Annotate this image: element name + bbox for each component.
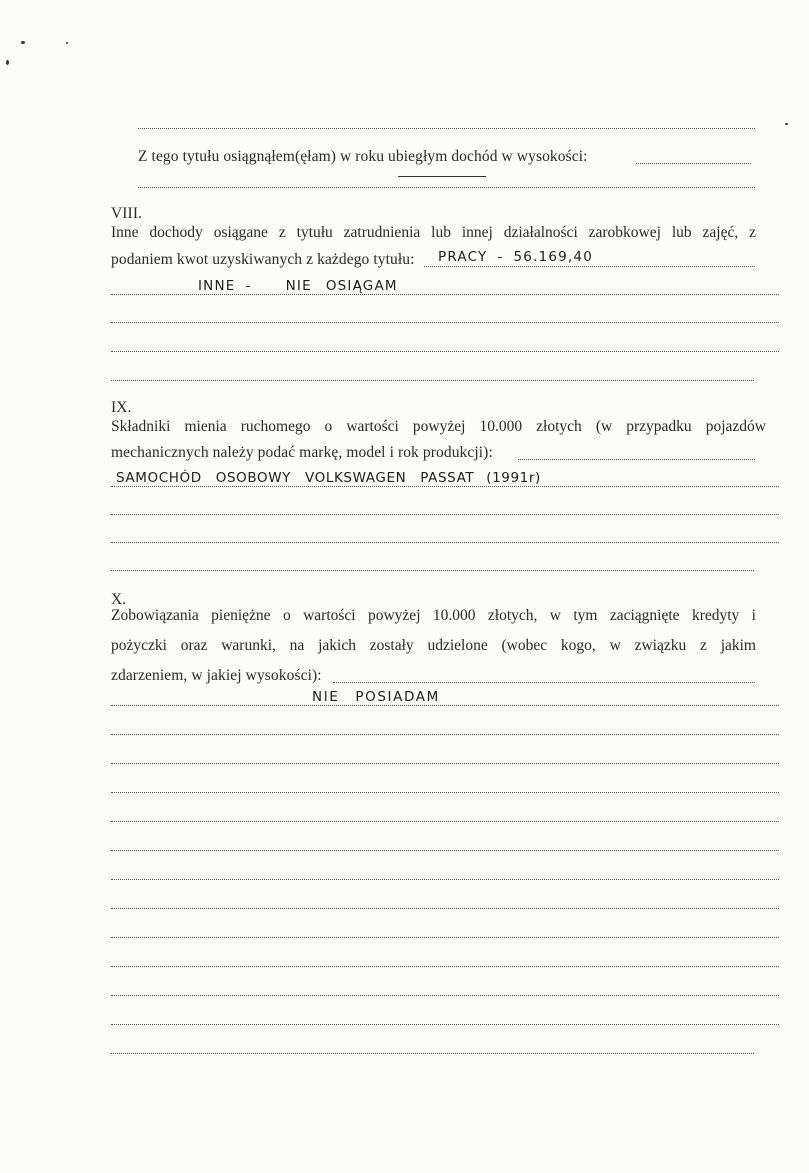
section-viii-fill-line — [424, 266, 755, 267]
section-ix-answer — [116, 470, 541, 486]
section-viii-line2: podaniem kwot uzyskiwanych z każdego tytułu: — [111, 251, 415, 268]
section-x-line1: Zobowiązania pieniężne o wartości powyżej 10.000 złotych, w tym zaciągnięte kredyty i — [111, 607, 756, 624]
income-label: Z tego tytułu osiągnąłem(ęłam) w roku ubiegłym dochód w wysokości: — [138, 148, 588, 165]
answer-word: PRACY — [438, 249, 488, 265]
section-viii-number: VIII. — [111, 205, 143, 222]
form-dotted-line — [138, 187, 755, 188]
form-dotted-line — [111, 879, 779, 880]
answer-word: INNE — [198, 278, 236, 294]
section-viii-answer-1 — [438, 249, 593, 265]
form-dotted-line — [111, 734, 779, 735]
answer-word: 56.169,40 — [513, 249, 594, 265]
form-dotted-line — [111, 821, 779, 822]
answer-word: NIE — [312, 689, 340, 705]
answer-word: VOLKSWAGEN — [305, 470, 407, 486]
form-dotted-line — [111, 351, 779, 352]
form-dotted-line — [111, 908, 779, 909]
answer-word: OSIĄGAM — [325, 278, 398, 294]
decorative-rule — [398, 176, 486, 177]
section-ix-number: IX. — [111, 399, 132, 416]
form-dotted-line — [138, 128, 755, 129]
section-x-answer — [312, 689, 440, 705]
answer-word: - — [497, 249, 504, 265]
answer-word: SAMOCHÓD — [116, 470, 202, 486]
section-viii-fill-line — [111, 294, 779, 295]
form-dotted-line — [111, 1024, 779, 1025]
section-ix-line2: mechanicznych należy podać markę, model i rok produkcji): — [111, 444, 493, 461]
section-ix-fill-line — [518, 459, 755, 460]
section-ix-fill-line — [111, 486, 779, 487]
section-x-line2: pożyczki oraz warunki, na jakich zostały udzielone (wobec kogo, w związku z jakim — [111, 637, 756, 654]
answer-word: (1991r) — [486, 470, 541, 486]
scan-speck — [21, 41, 25, 44]
section-x-line3: zdarzeniem, w jakiej wysokości): — [111, 667, 322, 684]
form-dotted-line — [111, 514, 779, 515]
scan-speck — [66, 42, 68, 44]
income-fill-line — [636, 163, 751, 164]
form-dotted-line — [111, 1053, 754, 1054]
answer-word: PASSAT — [420, 470, 475, 486]
answer-word: - — [245, 278, 252, 294]
form-dotted-line — [111, 570, 754, 571]
section-x-fill-line — [333, 682, 755, 683]
section-ix-line1: Składniki mienia ruchomego o wartości powyżej 10.000 złotych (w przypadku pojazdów — [111, 418, 766, 435]
form-dotted-line — [111, 850, 779, 851]
answer-word: OSOBOWY — [215, 470, 292, 486]
form-dotted-line — [111, 966, 779, 967]
form-dotted-line — [111, 322, 779, 323]
section-x-fill-line — [111, 705, 779, 706]
form-dotted-line — [111, 542, 779, 543]
section-viii-line1: Inne dochody osiągane z tytułu zatrudnienia lub innej działalności zarobkowej lub zajęć, z — [111, 224, 756, 241]
section-x-number: X. — [111, 591, 127, 608]
section-viii-answer-2 — [198, 278, 398, 294]
answer-word: POSIADAM — [355, 689, 440, 705]
form-dotted-line — [111, 937, 779, 938]
form-dotted-line — [111, 792, 779, 793]
form-dotted-line — [111, 380, 754, 381]
form-dotted-line — [111, 763, 779, 764]
scan-speck — [785, 123, 788, 125]
form-dotted-line — [111, 995, 779, 996]
scan-speck — [6, 60, 9, 65]
answer-word: NIE — [285, 278, 312, 294]
